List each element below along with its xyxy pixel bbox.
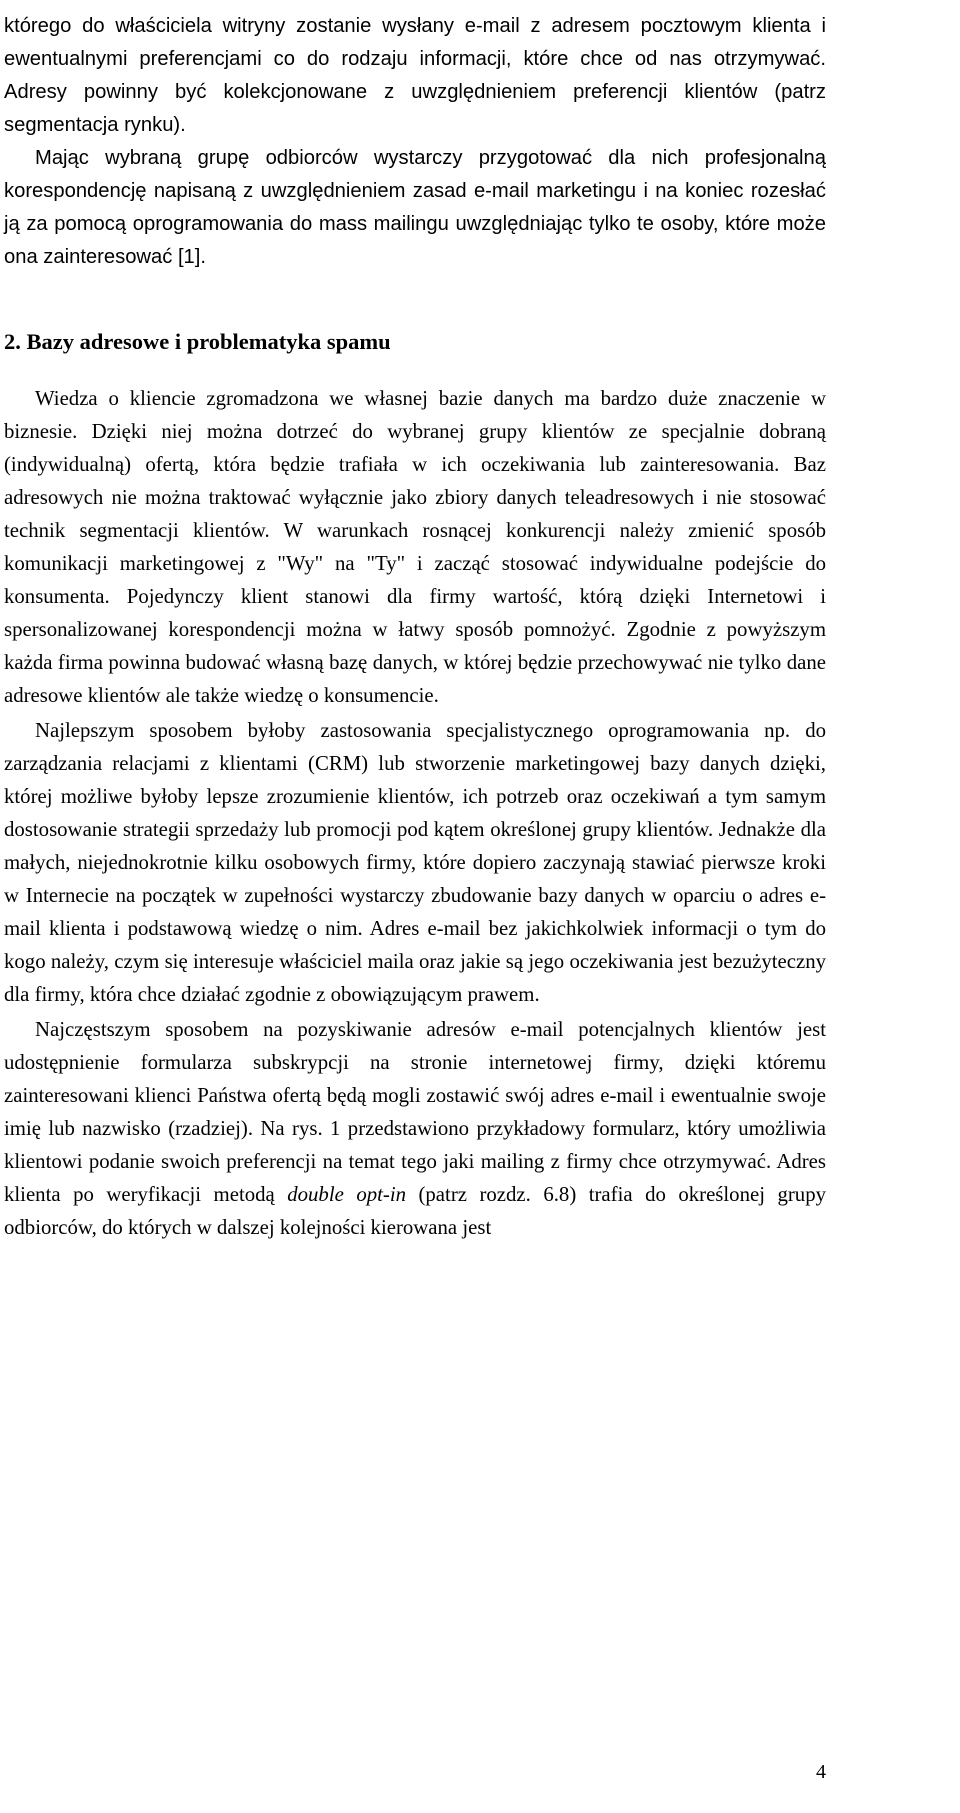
page-number: 4	[816, 1761, 826, 1783]
paragraph-best-method: Najlepszym sposobem byłoby zastosowania specjalistycznego oprogramowania np. do zarządzania relacjami z klientami (CRM) lub stworzenie marketingowej bazy danych dzięki, której możliwe byłoby lepsze zrozumienie klientów, ich potrzeb oraz oczekiwań a tym samym dostosowanie strategii sprzedaży lub promocji pod kątem określonej grupy klientów. Jednakże dla małych, niejednokrotnie kilku osobowych firmy, które dopiero zaczynają stawiać pierwsze kroki w Internecie na początek w zupełności wystarczy zbudowanie bazy danych w oparciu o adres e-mail klienta i podstawową wiedzę o nim. Adres e-mail bez jakichkolwiek informacji o tym do kogo należy, czym się interesuje właściciel maila oraz jakie są jego oczekiwania jest bezużyteczny dla firmy, która chce działać zgodnie z obowiązującym prawem.	[4, 719, 826, 1006]
paragraph-text: (patrz rozdz. 6.8) trafia do określonej grupy odbiorców, do których w dalszej kolejności kierowana jest	[4, 1183, 826, 1239]
paragraph-text: Najczęstszym sposobem na pozyskiwanie adresów e-mail potencjalnych klientów jest udostępnienie formularza subskrypcji na stronie internetowej firmy, dzięki któremu zainteresowani klienci Państwa ofertą będą mogli zostawić swój adres e-mail i ewentualnie swoje imię lub nazwisko (rzadziej). Na rys. 1 przedstawiono przykładowy formularz, który umożliwia klientowi podanie swoich preferencji na temat tego jaki mailing z firmy chce otrzymywać. Adres klienta po weryfikacji metodą	[4, 1018, 826, 1206]
section-heading: 2. Bazy adresowe i problematyka spamu	[4, 329, 391, 354]
emphasized-term: double opt-in	[287, 1183, 406, 1206]
paragraph-customer-knowledge: Wiedza o kliencie zgromadzona we własnej bazie danych ma bardzo duże znaczenie w biznesie. Dzięki niej można dotrzeć do wybranej grupy klientów ze specjalnie dobraną (indywidualną) ofertą, która będzie trafiała w ich oczekiwania lub zainteresowania. Baz adresowych nie można traktować wyłącznie jako zbiory danych teleadresowych i nie stosować technik segmentacji klientów. W warunkach rosnącej konkurencji należy zmienić sposób komunikacji marketingowej z "Wy" na "Ty" i zacząć stosować indywidualne podejście do konsumenta. Pojedynczy klient stanowi dla firmy wartość, którą dzięki Internetowi i spersonalizowanej korespondencji można w łatwy sposób pomnożyć. Zgodnie z powyższym każda firma powinna budować własną bazę danych, w której będzie przechowywać nie tylko dane adresowe klientów ale także wiedzę o konsumencie.	[4, 387, 826, 707]
paragraph-continuation: którego do właściciela witryny zostanie wysłany e-mail z adresem pocztowym klienta i ewentualnymi preferencjami co do rodzaju informacji, które chce od nas otrzymywać. Adresy powinny być kolekcjonowane z uwzględnieniem preferencji klientów (patrz segmentacja rynku).	[4, 15, 826, 136]
paragraph-correspondence: Mając wybraną grupę odbiorców wystarczy przygotować dla nich profesjonalną korespondencję napisaną z uwzględnieniem zasad e-mail marketingu i na koniec rozesłać ją za pomocą oprogramowania do mass mailingu uwzględniając tylko te osoby, które może ona zainteresować [1].	[4, 147, 826, 268]
paragraph-subscription-form	[4, 1013, 826, 1244]
document-page	[4, 0, 826, 1244]
